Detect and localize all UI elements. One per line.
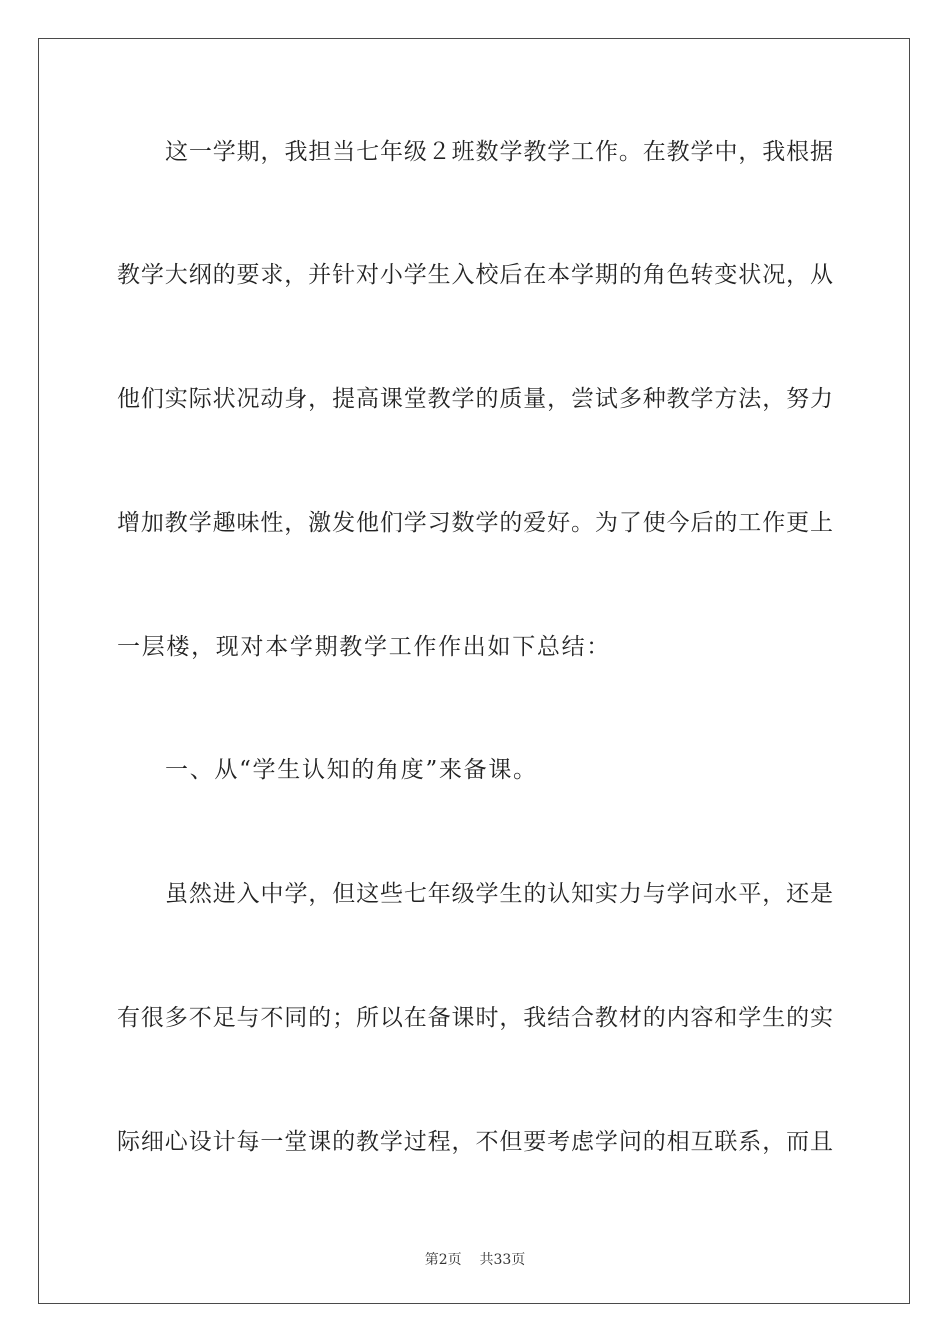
page-footer bbox=[0, 1249, 950, 1269]
total-pages: 共33页 bbox=[479, 1252, 526, 1268]
page-number: 第2页 bbox=[424, 1252, 462, 1268]
paragraph-line-5: 一层楼，现对本学期教学工作作出如下总结： bbox=[117, 634, 611, 660]
paragraph-line-8: 际细心设计每一堂课的教学过程，不但要考虑学问的相互联系，而且 bbox=[117, 1129, 833, 1155]
page-border bbox=[38, 38, 910, 1304]
paragraph-line-6: 虽然进入中学，但这些七年级学生的认知实力与学问水平，还是 bbox=[165, 881, 833, 907]
paragraph-line-2: 教学大纲的要求，并针对小学生入校后在本学期的角色转变状况，从 bbox=[117, 262, 833, 288]
paragraph-line-4: 增加教学趣味性，激发他们学习数学的爱好。为了使今后的工作更上 bbox=[117, 510, 833, 536]
paragraph-line-3: 他们实际状况动身，提高课堂教学的质量，尝试多种教学方法，努力 bbox=[117, 386, 833, 412]
section-heading: 一、从“学生认知的角度”来备课。 bbox=[165, 757, 538, 783]
paragraph-line-1: 这一学期，我担当七年级２班数学教学工作。在教学中，我根据 bbox=[165, 139, 833, 165]
paragraph-line-7: 有很多不足与不同的；所以在备课时，我结合教材的内容和学生的实 bbox=[117, 1005, 833, 1031]
